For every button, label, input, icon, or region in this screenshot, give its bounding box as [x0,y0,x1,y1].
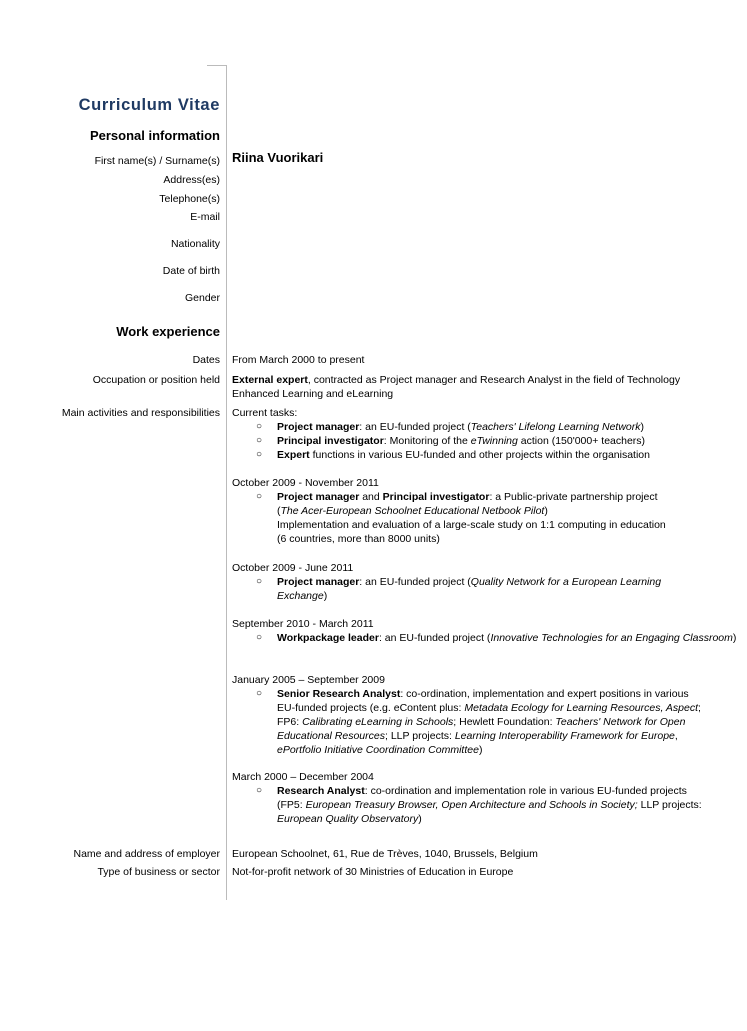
person-name: Riina Vuorikari [232,150,324,165]
project-text: ; Hewlett Foundation: [453,716,556,728]
project-entry-1 [232,476,702,546]
project-name: Innovative Technologies for an Engaging Classroom [490,632,733,644]
bullet-icon: ○ [256,785,263,796]
list-item [232,420,702,434]
task-text: : an EU-funded project ( [359,421,471,433]
list-item [232,575,687,603]
project-text: : an EU-funded project ( [378,632,491,644]
project-role: Principal investigator [382,491,490,503]
project-name: The Acer-European Schoolnet Educational Netbook Pilot [280,505,545,517]
project-entry-4 [232,673,702,757]
project-text: (6 countries, more than 8000 units) [277,533,440,545]
current-tasks [232,406,702,462]
project-name: Metadata Ecology for Learning Resources, Aspect [464,702,699,714]
section-heading-personal: Personal information [89,128,220,143]
occupation-value [232,373,702,401]
project-text: : co-ordination and implementation role in various EU-funded projects (FP5: [277,785,687,811]
bullet-icon: ○ [256,688,263,699]
task-role: Principal investigator [277,435,384,447]
nationality-label: Nationality [170,238,220,250]
task-text-end: ) [640,421,644,433]
activities-label: Main activities and responsibilities [61,407,220,419]
project-text: : a Public-private partnership project [489,491,658,503]
bullet-icon: ○ [256,576,263,587]
column-divider [226,65,227,900]
occupation-description: , contracted as Project manager and Research Analyst in the field of Technology Enhanced Learning and eLearning [232,374,681,400]
list-item [232,631,747,645]
project-text: ; LLP projects: [384,730,455,742]
telephone-label: Telephone(s) [159,193,220,205]
project-name: Learning Interoperability Framework for Europe [454,730,675,742]
business-label: Type of business or sector [97,866,220,878]
task-text-end: action (150'000+ teachers) [517,435,646,447]
header-tick-line [207,65,227,66]
project-role: Senior Research Analyst [277,688,401,700]
project-text: : an EU-funded project ( [359,576,471,588]
project-entry-2 [232,561,702,603]
project-text: : co-ordination, implementation and expert positions in various EU-funded projects (e.g. eContent plus: [277,688,689,714]
project-dates: October 2009 - June 2011 [232,562,354,574]
work-dates: From March 2000 to present [232,354,365,366]
bullet-icon: ○ [256,491,263,502]
project-dates: October 2009 - November 2011 [232,477,379,489]
task-role: Expert [277,449,310,461]
project-role: Project manager [277,576,360,588]
business-value: Not-for-profit network of 30 Ministries of Education in Europe [232,866,514,878]
task-project: eTwinning [470,435,518,447]
project-text: ) [478,744,483,756]
list-item [232,448,702,462]
list-item [232,784,702,826]
bullet-icon: ○ [256,435,263,446]
project-dates: September 2010 - March 2011 [232,618,374,630]
project-text: LLP projects: [637,799,702,811]
task-role: Project manager [277,421,360,433]
project-name: European Treasury Browser, Open Architecture and Schools in Society; [305,799,638,811]
project-text: ( [277,505,281,517]
section-heading-work: Work experience [116,324,220,339]
name-label: First name(s) / Surname(s) [94,155,220,167]
gender-label: Gender [184,292,220,304]
project-name: European Quality Observatory [277,813,419,825]
project-name: Calibrating eLearning in Schools [302,716,454,728]
project-entry-5 [232,770,702,826]
dates-label: Dates [192,354,220,366]
list-item [232,687,702,757]
list-item [232,490,702,546]
occupation-title: External expert [232,374,308,386]
bullet-icon: ○ [256,632,263,643]
project-role: Workpackage leader [277,632,379,644]
document-title: Curriculum Vitae [78,96,220,114]
current-tasks-heading: Current tasks: [232,407,298,419]
project-text: ) [418,813,422,825]
task-text: functions in various EU-funded and other projects within the organisation [309,449,650,461]
occupation-label: Occupation or position held [92,374,220,386]
project-text: ) [544,505,548,517]
task-project: Teachers' Lifelong Learning Network [470,421,641,433]
bullet-icon: ○ [256,421,263,432]
project-name: Teachers' Network for Open Educational Resources [277,716,686,742]
project-text: ) [323,590,328,602]
project-role: Research Analyst [277,785,365,797]
project-dates: January 2005 – September 2009 [232,674,385,686]
task-text: : Monitoring of the [383,435,471,447]
project-role: Project manager [277,491,360,503]
project-text: and [359,491,383,503]
project-text: , [674,730,678,742]
project-entry-3 [232,617,737,645]
address-label: Address(es) [163,174,220,186]
project-text: Implementation and evaluation of a large-scale study on 1:1 computing in education [277,519,666,531]
dob-label: Date of birth [162,265,220,277]
project-text: ; FP6: [277,702,701,728]
bullet-icon: ○ [256,449,263,460]
employer-value: European Schoolnet, 61, Rue de Trèves, 1040, Brussels, Belgium [232,848,538,860]
employer-label: Name and address of employer [73,848,220,860]
project-name: Quality Network for a European Learning Exchange [277,576,662,602]
project-name: ePortfolio Initiative Coordination Committee [277,744,479,756]
email-label: E-mail [190,211,220,223]
list-item [232,434,702,448]
project-text: ) [732,632,737,644]
project-dates: March 2000 – December 2004 [232,771,374,783]
